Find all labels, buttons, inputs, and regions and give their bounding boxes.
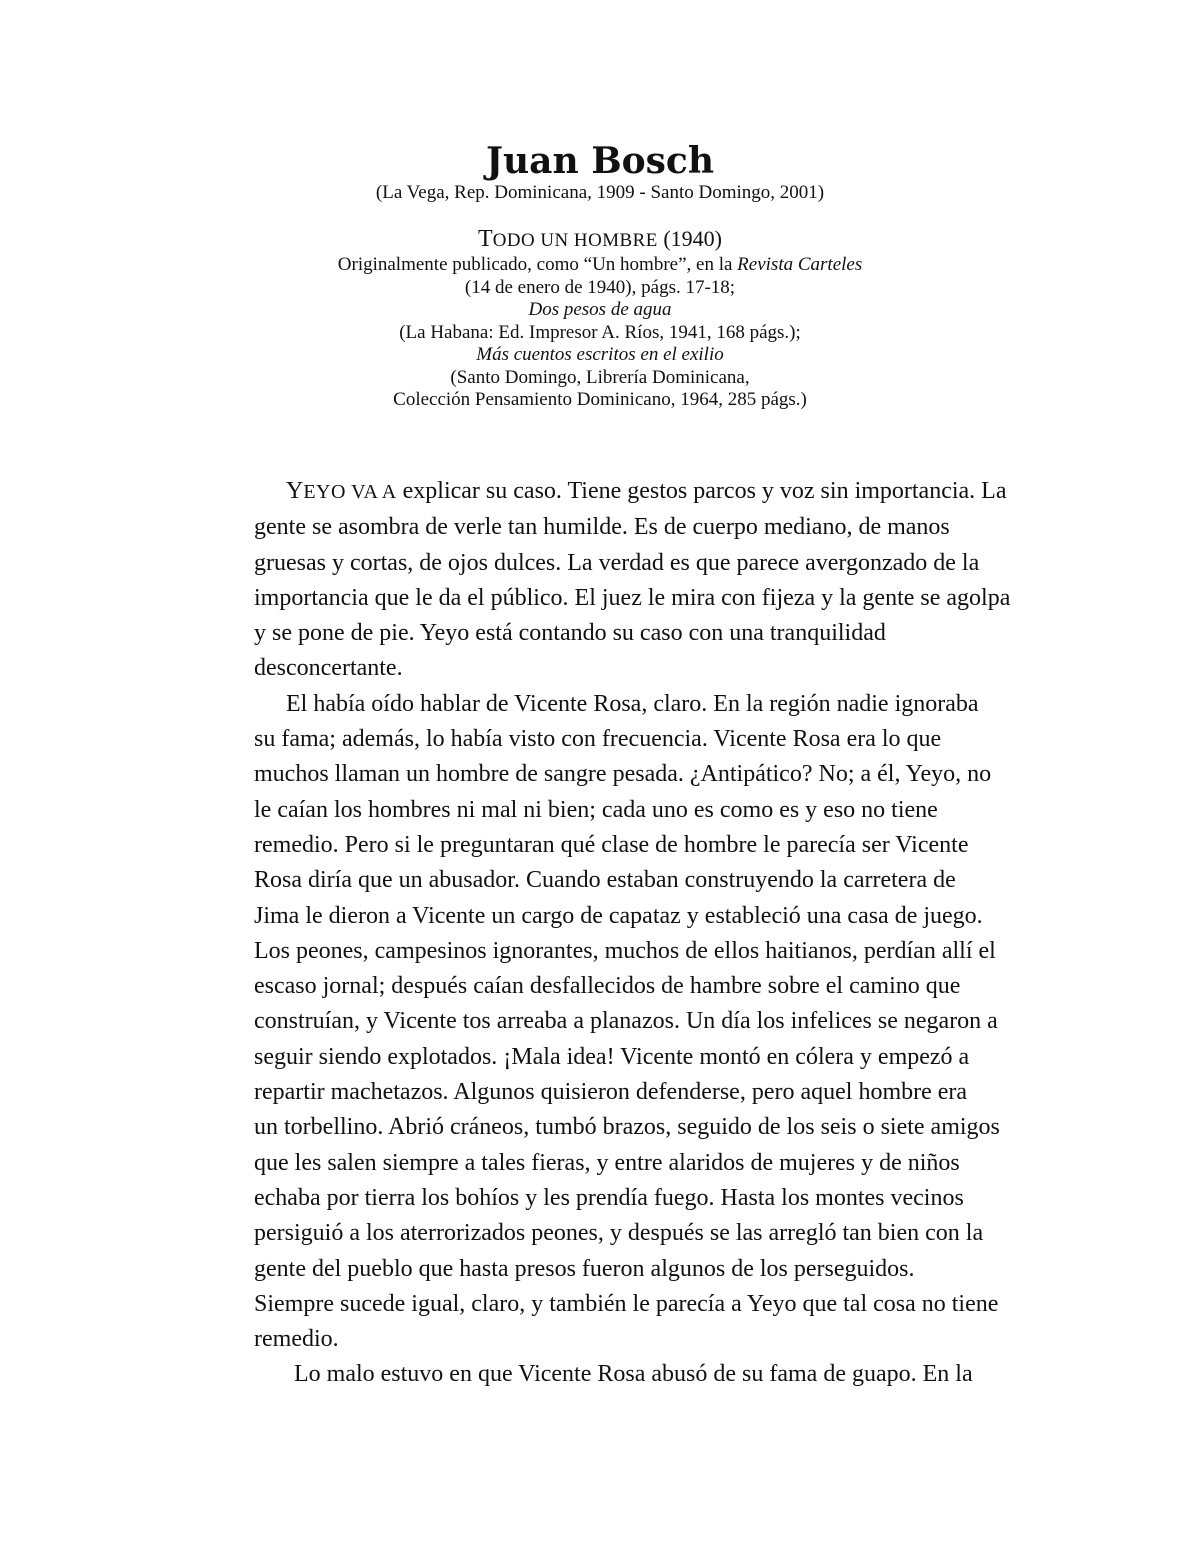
publication-line-7: Colección Pensamiento Dominicano, 1964, 285 págs.) [393,389,807,410]
publication-book-1 [0,299,1200,322]
paragraph-line: gente del pueblo que hasta presos fueron algunos de los perseguidos. [254,1255,915,1282]
paragraph-1-line-1 [254,474,1064,510]
paragraph-line: le caían los hombres ni mal ni bien; cada uno es como es y eso no tiene [254,796,938,823]
paragraph-line: gente se asombra de verle tan humilde. Es de cuerpo mediano, de manos [254,514,950,541]
paragraph-line: seguir siendo explotados. ¡Mala idea! Vicente montó en cólera y empezó a [254,1043,970,1070]
paragraph-line: construían, y Vicente tos arreaba a planazos. Un día los infelices se negaron a [254,1008,998,1035]
paragraph-line: desconcertante. [254,655,403,682]
publication-line-1 [0,254,1200,277]
author-name: Juan Bosch [485,140,715,182]
book-title-1: Dos pesos de agua [528,299,672,320]
paragraph-line: remedio. [254,1326,339,1353]
paragraph-line: Los peones, campesinos ignorantes, muchos de ellos haitianos, perdían allí el [254,937,996,964]
paragraph-line: importancia que le da el público. El juez le mira con fijeza y la gente se agolpa [254,584,1011,611]
story-info [0,226,1200,412]
paragraph-line: Jima le dieron a Vicente un cargo de capataz y estableció una casa de juego. [254,902,983,929]
paragraph-line: repartir machetazos. Algunos quisieron defenderse, pero aquel hombre era [254,1079,968,1106]
paragraph-line: Rosa diría que un abusador. Cuando estaban construyendo la carretera de [254,867,956,894]
paragraph-line: Siempre sucede igual, claro, y también le parecía a Yeyo que tal cosa no tiene [254,1290,999,1317]
opening-initial: Y [286,478,304,504]
story-title-rest: ODO UN HOMBRE [492,230,658,251]
paragraph-line: su fama; además, lo había visto con frecuencia. Vicente Rosa era lo que [254,726,942,753]
paragraph-2 [254,687,1064,1358]
paragraph-line: El había oído hablar de Vicente Rosa, claro. En la región nadie ignoraba [286,690,979,717]
author-dates: (La Vega, Rep. Dominicana, 1909 - Santo Domingo, 2001) [375,182,825,203]
paragraph-line: gruesas y cortas, de ojos dulces. La verdad es que parece avergonzado de la [254,549,980,576]
paragraph-line: un torbellino. Abrió cráneos, tumbó brazos, seguido de los seis o siete amigos [254,1114,1000,1141]
paragraph-1 [254,474,1064,687]
paragraph-1-line-1-text: explicar su caso. Tiene gestos parcos y voz sin importancia. La [396,478,1007,504]
paragraph-line: que les salen siempre a tales fieras, y entre alaridos de mujeres y de niños [254,1149,960,1176]
publication-book-2 [0,344,1200,367]
document-header [0,140,1200,412]
paragraph-line: Lo malo estuvo en que Vicente Rosa abusó de su fama de guapo. En la [294,1361,973,1388]
paragraph-line: remedio. Pero si le preguntaran qué clase de hombre le parecía ser Vicente [254,831,969,858]
story-title-year: (1940) [663,226,722,251]
paragraph-line: echaba por tierra los bohíos y les prendía fuego. Hasta los montes vecinos [254,1184,964,1211]
book-title-2: Más cuentos escritos en el exilio [476,344,724,365]
publication-line-6: (Santo Domingo, Librería Dominicana, [450,366,750,388]
publication-line-2: (14 de enero de 1940), págs. 17-18; [464,276,736,298]
story-title-initial: T [478,226,493,252]
publication-line-4: (La Habana: Ed. Impresor A. Ríos, 1941, 168 págs.); [399,321,801,343]
story-title [0,226,1200,254]
paragraph-line: escaso jornal; después caían desfallecidos de hambre sobre el camino que [254,973,961,1000]
paragraph-line: persiguió a los aterrorizados peones, y después se las arregló tan bien con la [254,1220,984,1247]
opening-small-caps: EYO VA A [303,481,397,503]
story-body [254,474,1064,1393]
paragraph-line: muchos llaman un hombre de sangre pesada. ¿Antipático? No; a él, Yeyo, no [254,761,992,788]
publication-line-1-text: Originalmente publicado, como “Un hombre”, en la [337,254,738,275]
paragraph-3 [254,1357,1064,1392]
paragraph-line: y se pone de pie. Yeyo está contando su caso con una tranquilidad [254,620,886,647]
publication-magazine: Revista Carteles [737,254,863,275]
